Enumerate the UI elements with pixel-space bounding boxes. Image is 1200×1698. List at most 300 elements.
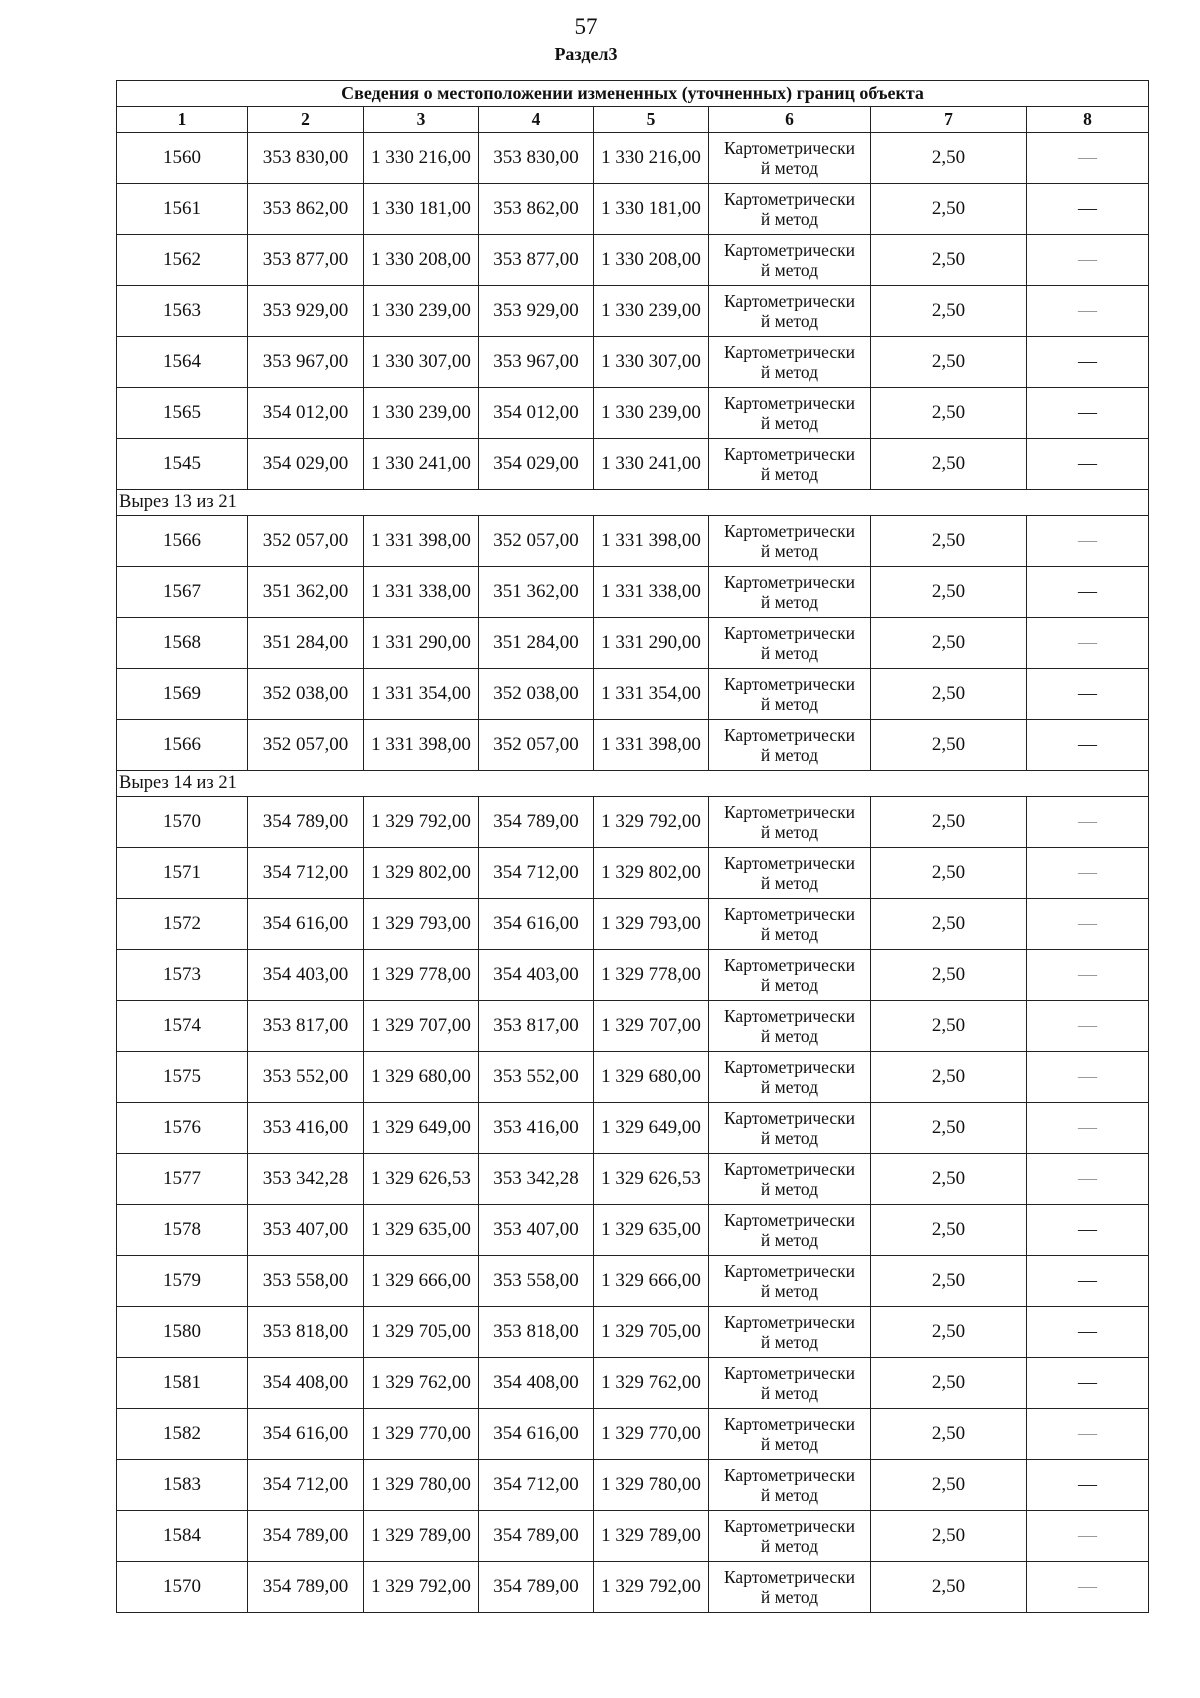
point-number-cell: 1577 xyxy=(117,1154,248,1205)
point-number-cell: 1575 xyxy=(117,1052,248,1103)
point-number-cell: 1580 xyxy=(117,1307,248,1358)
y-existing-cell: 1 330 239,00 xyxy=(364,388,479,439)
method-text-line2: й метод xyxy=(760,1077,819,1097)
dash-mark: — xyxy=(1078,453,1098,474)
precision-cell: 2,50 xyxy=(871,669,1027,720)
dash-mark: — xyxy=(1078,1576,1098,1597)
method-text-line1: Картометрически xyxy=(723,342,856,362)
method-text-line2: й метод xyxy=(760,822,819,842)
point-number-cell: 1574 xyxy=(117,1001,248,1052)
method-text-line2: й метод xyxy=(760,975,819,995)
table-row xyxy=(117,235,1149,286)
method-text-line1: Картометрически xyxy=(723,1057,856,1077)
table-row xyxy=(117,1154,1149,1205)
dash-mark: — xyxy=(1078,1372,1098,1393)
method-text-line1: Картометрически xyxy=(723,1210,856,1230)
dash-cell xyxy=(1027,720,1149,771)
method-text-line1: Картометрически xyxy=(723,521,856,541)
precision-cell: 2,50 xyxy=(871,848,1027,899)
method-cell xyxy=(709,1001,871,1052)
method-text-line1: Картометрически xyxy=(723,1363,856,1383)
dash-cell xyxy=(1027,797,1149,848)
table-row xyxy=(117,1052,1149,1103)
precision-cell: 2,50 xyxy=(871,286,1027,337)
dash-cell xyxy=(1027,439,1149,490)
method-text-line2: й метод xyxy=(760,311,819,331)
dash-cell xyxy=(1027,1409,1149,1460)
dash-mark: — xyxy=(1078,351,1098,372)
method-cell xyxy=(709,133,871,184)
method-text-line1: Картометрически xyxy=(723,1414,856,1434)
dash-cell xyxy=(1027,516,1149,567)
dash-mark: — xyxy=(1078,402,1098,423)
x-existing-cell: 353 552,00 xyxy=(248,1052,364,1103)
y-new-cell: 1 330 208,00 xyxy=(594,235,709,286)
x-new-cell: 354 712,00 xyxy=(479,1460,594,1511)
method-text-line1: Картометрически xyxy=(723,240,856,260)
method-cell xyxy=(709,439,871,490)
method-text-line2: й метод xyxy=(760,541,819,561)
table-row xyxy=(117,797,1149,848)
precision-cell: 2,50 xyxy=(871,1358,1027,1409)
y-new-cell: 1 331 338,00 xyxy=(594,567,709,618)
method-cell xyxy=(709,1358,871,1409)
dash-mark: — xyxy=(1078,198,1098,219)
x-new-cell: 354 408,00 xyxy=(479,1358,594,1409)
point-number-cell: 1573 xyxy=(117,950,248,1001)
method-text-line2: й метод xyxy=(760,1485,819,1505)
precision-cell: 2,50 xyxy=(871,618,1027,669)
dash-mark: — xyxy=(1078,530,1098,551)
dash-cell xyxy=(1027,848,1149,899)
page-number: 57 xyxy=(574,14,598,39)
column-header-3: 3 xyxy=(364,107,479,133)
point-number-cell: 1570 xyxy=(117,1562,248,1613)
y-existing-cell: 1 330 216,00 xyxy=(364,133,479,184)
y-new-cell: 1 329 792,00 xyxy=(594,1562,709,1613)
x-existing-cell: 352 038,00 xyxy=(248,669,364,720)
point-number-cell: 1578 xyxy=(117,1205,248,1256)
method-cell xyxy=(709,950,871,1001)
point-number-cell: 1560 xyxy=(117,133,248,184)
point-number-cell: 1576 xyxy=(117,1103,248,1154)
method-text-line2: й метод xyxy=(760,362,819,382)
x-existing-cell: 354 029,00 xyxy=(248,439,364,490)
x-new-cell: 354 789,00 xyxy=(479,797,594,848)
y-new-cell: 1 329 635,00 xyxy=(594,1205,709,1256)
precision-cell: 2,50 xyxy=(871,720,1027,771)
x-existing-cell: 353 967,00 xyxy=(248,337,364,388)
point-number-cell: 1562 xyxy=(117,235,248,286)
method-text-line1: Картометрически xyxy=(723,1006,856,1026)
x-existing-cell: 354 616,00 xyxy=(248,1409,364,1460)
y-existing-cell: 1 329 762,00 xyxy=(364,1358,479,1409)
x-existing-cell: 353 818,00 xyxy=(248,1307,364,1358)
precision-cell: 2,50 xyxy=(871,439,1027,490)
cutout-label: Вырез 13 из 21 xyxy=(117,490,1149,516)
table-row xyxy=(117,848,1149,899)
x-existing-cell: 354 789,00 xyxy=(248,1511,364,1562)
table-row xyxy=(117,567,1149,618)
precision-cell: 2,50 xyxy=(871,797,1027,848)
x-new-cell: 354 029,00 xyxy=(479,439,594,490)
table-row xyxy=(117,1460,1149,1511)
x-new-cell: 353 862,00 xyxy=(479,184,594,235)
precision-cell: 2,50 xyxy=(871,950,1027,1001)
method-text-line2: й метод xyxy=(760,209,819,229)
method-text-line1: Картометрически xyxy=(723,393,856,413)
dash-cell xyxy=(1027,1562,1149,1613)
method-cell xyxy=(709,286,871,337)
y-new-cell: 1 330 241,00 xyxy=(594,439,709,490)
table-row xyxy=(117,1511,1149,1562)
x-existing-cell: 354 712,00 xyxy=(248,1460,364,1511)
y-existing-cell: 1 329 789,00 xyxy=(364,1511,479,1562)
method-text-line2: й метод xyxy=(760,1332,819,1352)
dash-cell xyxy=(1027,669,1149,720)
section-title: Раздел3 xyxy=(554,44,618,64)
precision-cell: 2,50 xyxy=(871,235,1027,286)
y-new-cell: 1 329 780,00 xyxy=(594,1460,709,1511)
dash-cell xyxy=(1027,235,1149,286)
precision-cell: 2,50 xyxy=(871,899,1027,950)
table-row xyxy=(117,669,1149,720)
x-new-cell: 354 616,00 xyxy=(479,899,594,950)
method-text-line2: й метод xyxy=(760,1383,819,1403)
method-text-line2: й метод xyxy=(760,1587,819,1607)
table-row xyxy=(117,1205,1149,1256)
y-existing-cell: 1 329 649,00 xyxy=(364,1103,479,1154)
method-text-line1: Картометрически xyxy=(723,1159,856,1179)
dash-cell xyxy=(1027,950,1149,1001)
table-row xyxy=(117,133,1149,184)
point-number-cell: 1571 xyxy=(117,848,248,899)
x-existing-cell: 351 362,00 xyxy=(248,567,364,618)
y-new-cell: 1 329 802,00 xyxy=(594,848,709,899)
dash-cell xyxy=(1027,1511,1149,1562)
column-header-6: 6 xyxy=(709,107,871,133)
dash-cell xyxy=(1027,618,1149,669)
dash-cell xyxy=(1027,1001,1149,1052)
method-text-line2: й метод xyxy=(760,158,819,178)
precision-cell: 2,50 xyxy=(871,133,1027,184)
table-row xyxy=(117,1256,1149,1307)
precision-cell: 2,50 xyxy=(871,1307,1027,1358)
method-text-line1: Картометрически xyxy=(723,904,856,924)
table-row xyxy=(117,337,1149,388)
method-cell xyxy=(709,618,871,669)
method-text-line2: й метод xyxy=(760,1026,819,1046)
method-cell xyxy=(709,1460,871,1511)
dash-mark: — xyxy=(1078,581,1098,602)
column-header-8: 8 xyxy=(1027,107,1149,133)
method-cell xyxy=(709,1205,871,1256)
y-existing-cell: 1 330 181,00 xyxy=(364,184,479,235)
dash-cell xyxy=(1027,899,1149,950)
boundary-coordinates-table xyxy=(116,80,1149,1613)
table-row xyxy=(117,184,1149,235)
y-existing-cell: 1 329 707,00 xyxy=(364,1001,479,1052)
column-header-1: 1 xyxy=(117,107,248,133)
x-existing-cell: 352 057,00 xyxy=(248,720,364,771)
dash-cell xyxy=(1027,1205,1149,1256)
method-text-line2: й метод xyxy=(760,1434,819,1454)
x-new-cell: 353 817,00 xyxy=(479,1001,594,1052)
x-existing-cell: 354 789,00 xyxy=(248,797,364,848)
table-row xyxy=(117,899,1149,950)
method-cell xyxy=(709,848,871,899)
dash-mark: — xyxy=(1078,1015,1098,1036)
method-text-line1: Картометрически xyxy=(723,1312,856,1332)
y-existing-cell: 1 330 307,00 xyxy=(364,337,479,388)
method-text-line2: й метод xyxy=(760,464,819,484)
table-body xyxy=(117,133,1149,1613)
method-cell xyxy=(709,1154,871,1205)
precision-cell: 2,50 xyxy=(871,184,1027,235)
dash-cell xyxy=(1027,1307,1149,1358)
dash-mark: — xyxy=(1078,964,1098,985)
method-text-line1: Картометрически xyxy=(723,674,856,694)
y-new-cell: 1 329 762,00 xyxy=(594,1358,709,1409)
y-new-cell: 1 329 770,00 xyxy=(594,1409,709,1460)
y-new-cell: 1 329 705,00 xyxy=(594,1307,709,1358)
x-new-cell: 351 284,00 xyxy=(479,618,594,669)
method-text-line1: Картометрически xyxy=(723,138,856,158)
x-new-cell: 354 616,00 xyxy=(479,1409,594,1460)
dash-mark: — xyxy=(1078,1066,1098,1087)
dash-mark: — xyxy=(1078,734,1098,755)
x-existing-cell: 353 862,00 xyxy=(248,184,364,235)
dash-mark: — xyxy=(1078,862,1098,883)
x-new-cell: 353 407,00 xyxy=(479,1205,594,1256)
method-text-line1: Картометрически xyxy=(723,572,856,592)
point-number-cell: 1566 xyxy=(117,516,248,567)
dash-cell xyxy=(1027,184,1149,235)
y-new-cell: 1 329 789,00 xyxy=(594,1511,709,1562)
precision-cell: 2,50 xyxy=(871,1052,1027,1103)
precision-cell: 2,50 xyxy=(871,1154,1027,1205)
y-new-cell: 1 330 239,00 xyxy=(594,286,709,337)
x-existing-cell: 351 284,00 xyxy=(248,618,364,669)
column-header-5: 5 xyxy=(594,107,709,133)
dash-mark: — xyxy=(1078,1525,1098,1546)
table-row xyxy=(117,286,1149,337)
column-header-4: 4 xyxy=(479,107,594,133)
column-header-2: 2 xyxy=(248,107,364,133)
x-new-cell: 354 789,00 xyxy=(479,1562,594,1613)
dash-cell xyxy=(1027,388,1149,439)
x-existing-cell: 354 789,00 xyxy=(248,1562,364,1613)
dash-mark: — xyxy=(1078,1321,1098,1342)
table-row xyxy=(117,1409,1149,1460)
dash-cell xyxy=(1027,567,1149,618)
dash-mark: — xyxy=(1078,1423,1098,1444)
x-existing-cell: 353 830,00 xyxy=(248,133,364,184)
x-existing-cell: 354 012,00 xyxy=(248,388,364,439)
y-existing-cell: 1 330 239,00 xyxy=(364,286,479,337)
method-cell xyxy=(709,184,871,235)
table-row xyxy=(117,720,1149,771)
method-text-line2: й метод xyxy=(760,1536,819,1556)
method-text-line1: Картометрически xyxy=(723,189,856,209)
y-existing-cell: 1 331 398,00 xyxy=(364,720,479,771)
dash-cell xyxy=(1027,1460,1149,1511)
y-existing-cell: 1 329 705,00 xyxy=(364,1307,479,1358)
table-row xyxy=(117,1307,1149,1358)
y-new-cell: 1 330 181,00 xyxy=(594,184,709,235)
table-row xyxy=(117,1103,1149,1154)
precision-cell: 2,50 xyxy=(871,1562,1027,1613)
x-new-cell: 353 929,00 xyxy=(479,286,594,337)
point-number-cell: 1584 xyxy=(117,1511,248,1562)
method-text-line1: Картометрически xyxy=(723,955,856,975)
y-new-cell: 1 330 239,00 xyxy=(594,388,709,439)
method-text-line2: й метод xyxy=(760,1179,819,1199)
method-text-line1: Картометрически xyxy=(723,444,856,464)
dash-cell xyxy=(1027,1358,1149,1409)
method-text-line2: й метод xyxy=(760,1230,819,1250)
method-cell xyxy=(709,720,871,771)
x-new-cell: 354 012,00 xyxy=(479,388,594,439)
x-existing-cell: 354 403,00 xyxy=(248,950,364,1001)
point-number-cell: 1583 xyxy=(117,1460,248,1511)
y-new-cell: 1 331 398,00 xyxy=(594,516,709,567)
y-existing-cell: 1 329 802,00 xyxy=(364,848,479,899)
y-new-cell: 1 329 707,00 xyxy=(594,1001,709,1052)
table-row xyxy=(117,1562,1149,1613)
dash-mark: — xyxy=(1078,1219,1098,1240)
y-existing-cell: 1 330 241,00 xyxy=(364,439,479,490)
cutout-label-row xyxy=(117,490,1149,516)
dash-cell xyxy=(1027,133,1149,184)
dash-mark: — xyxy=(1078,1168,1098,1189)
x-new-cell: 352 057,00 xyxy=(479,720,594,771)
x-new-cell: 351 362,00 xyxy=(479,567,594,618)
x-existing-cell: 354 408,00 xyxy=(248,1358,364,1409)
precision-cell: 2,50 xyxy=(871,388,1027,439)
y-existing-cell: 1 329 780,00 xyxy=(364,1460,479,1511)
method-text-line1: Картометрически xyxy=(723,853,856,873)
method-cell xyxy=(709,1256,871,1307)
dash-mark: — xyxy=(1078,249,1098,270)
x-existing-cell: 354 712,00 xyxy=(248,848,364,899)
x-existing-cell: 353 558,00 xyxy=(248,1256,364,1307)
method-text-line1: Картометрически xyxy=(723,725,856,745)
precision-cell: 2,50 xyxy=(871,1001,1027,1052)
precision-cell: 2,50 xyxy=(871,516,1027,567)
y-existing-cell: 1 329 792,00 xyxy=(364,797,479,848)
x-existing-cell: 352 057,00 xyxy=(248,516,364,567)
method-cell xyxy=(709,235,871,286)
x-new-cell: 352 057,00 xyxy=(479,516,594,567)
precision-cell: 2,50 xyxy=(871,567,1027,618)
point-number-cell: 1569 xyxy=(117,669,248,720)
y-new-cell: 1 331 354,00 xyxy=(594,669,709,720)
precision-cell: 2,50 xyxy=(871,1103,1027,1154)
point-number-cell: 1572 xyxy=(117,899,248,950)
x-existing-cell: 353 877,00 xyxy=(248,235,364,286)
method-text-line1: Картометрически xyxy=(723,1516,856,1536)
method-cell xyxy=(709,337,871,388)
y-existing-cell: 1 329 792,00 xyxy=(364,1562,479,1613)
method-cell xyxy=(709,516,871,567)
y-new-cell: 1 329 626,53 xyxy=(594,1154,709,1205)
point-number-cell: 1570 xyxy=(117,797,248,848)
point-number-cell: 1565 xyxy=(117,388,248,439)
dash-mark: — xyxy=(1078,1270,1098,1291)
table-row xyxy=(117,1358,1149,1409)
y-new-cell: 1 329 649,00 xyxy=(594,1103,709,1154)
x-new-cell: 353 342,28 xyxy=(479,1154,594,1205)
method-cell xyxy=(709,899,871,950)
y-new-cell: 1 329 680,00 xyxy=(594,1052,709,1103)
method-text-line1: Картометрически xyxy=(723,623,856,643)
y-existing-cell: 1 331 290,00 xyxy=(364,618,479,669)
x-existing-cell: 354 616,00 xyxy=(248,899,364,950)
x-new-cell: 352 038,00 xyxy=(479,669,594,720)
dash-cell xyxy=(1027,286,1149,337)
dash-mark: — xyxy=(1078,1474,1098,1495)
precision-cell: 2,50 xyxy=(871,1460,1027,1511)
method-text-line1: Картометрически xyxy=(723,802,856,822)
dash-cell xyxy=(1027,337,1149,388)
table-row xyxy=(117,388,1149,439)
y-existing-cell: 1 330 208,00 xyxy=(364,235,479,286)
precision-cell: 2,50 xyxy=(871,1511,1027,1562)
x-existing-cell: 353 817,00 xyxy=(248,1001,364,1052)
point-number-cell: 1582 xyxy=(117,1409,248,1460)
y-existing-cell: 1 331 338,00 xyxy=(364,567,479,618)
x-new-cell: 354 712,00 xyxy=(479,848,594,899)
table-title: Сведения о местоположении измененных (уточненных) границ объекта xyxy=(117,81,1149,107)
method-cell xyxy=(709,1103,871,1154)
x-new-cell: 353 877,00 xyxy=(479,235,594,286)
method-text-line1: Картометрически xyxy=(723,1108,856,1128)
table-row xyxy=(117,950,1149,1001)
method-text-line1: Картометрически xyxy=(723,1567,856,1587)
method-text-line1: Картометрически xyxy=(723,1261,856,1281)
table-row xyxy=(117,1001,1149,1052)
dash-cell xyxy=(1027,1103,1149,1154)
dash-mark: — xyxy=(1078,683,1098,704)
method-cell xyxy=(709,1052,871,1103)
precision-cell: 2,50 xyxy=(871,1256,1027,1307)
method-text-line2: й метод xyxy=(760,643,819,663)
point-number-cell: 1566 xyxy=(117,720,248,771)
table-row xyxy=(117,516,1149,567)
method-text-line2: й метод xyxy=(760,873,819,893)
y-new-cell: 1 329 793,00 xyxy=(594,899,709,950)
x-new-cell: 354 789,00 xyxy=(479,1511,594,1562)
method-cell xyxy=(709,1307,871,1358)
method-cell xyxy=(709,388,871,439)
cutout-label-row xyxy=(117,771,1149,797)
y-new-cell: 1 331 398,00 xyxy=(594,720,709,771)
dash-mark: — xyxy=(1078,632,1098,653)
x-new-cell: 353 818,00 xyxy=(479,1307,594,1358)
boundary-table-container xyxy=(116,80,1148,1613)
point-number-cell: 1579 xyxy=(117,1256,248,1307)
method-text-line2: й метод xyxy=(760,924,819,944)
method-text-line2: й метод xyxy=(760,592,819,612)
x-existing-cell: 353 407,00 xyxy=(248,1205,364,1256)
dash-mark: — xyxy=(1078,1117,1098,1138)
y-existing-cell: 1 331 398,00 xyxy=(364,516,479,567)
y-new-cell: 1 329 792,00 xyxy=(594,797,709,848)
method-cell xyxy=(709,797,871,848)
y-existing-cell: 1 329 680,00 xyxy=(364,1052,479,1103)
y-existing-cell: 1 331 354,00 xyxy=(364,669,479,720)
